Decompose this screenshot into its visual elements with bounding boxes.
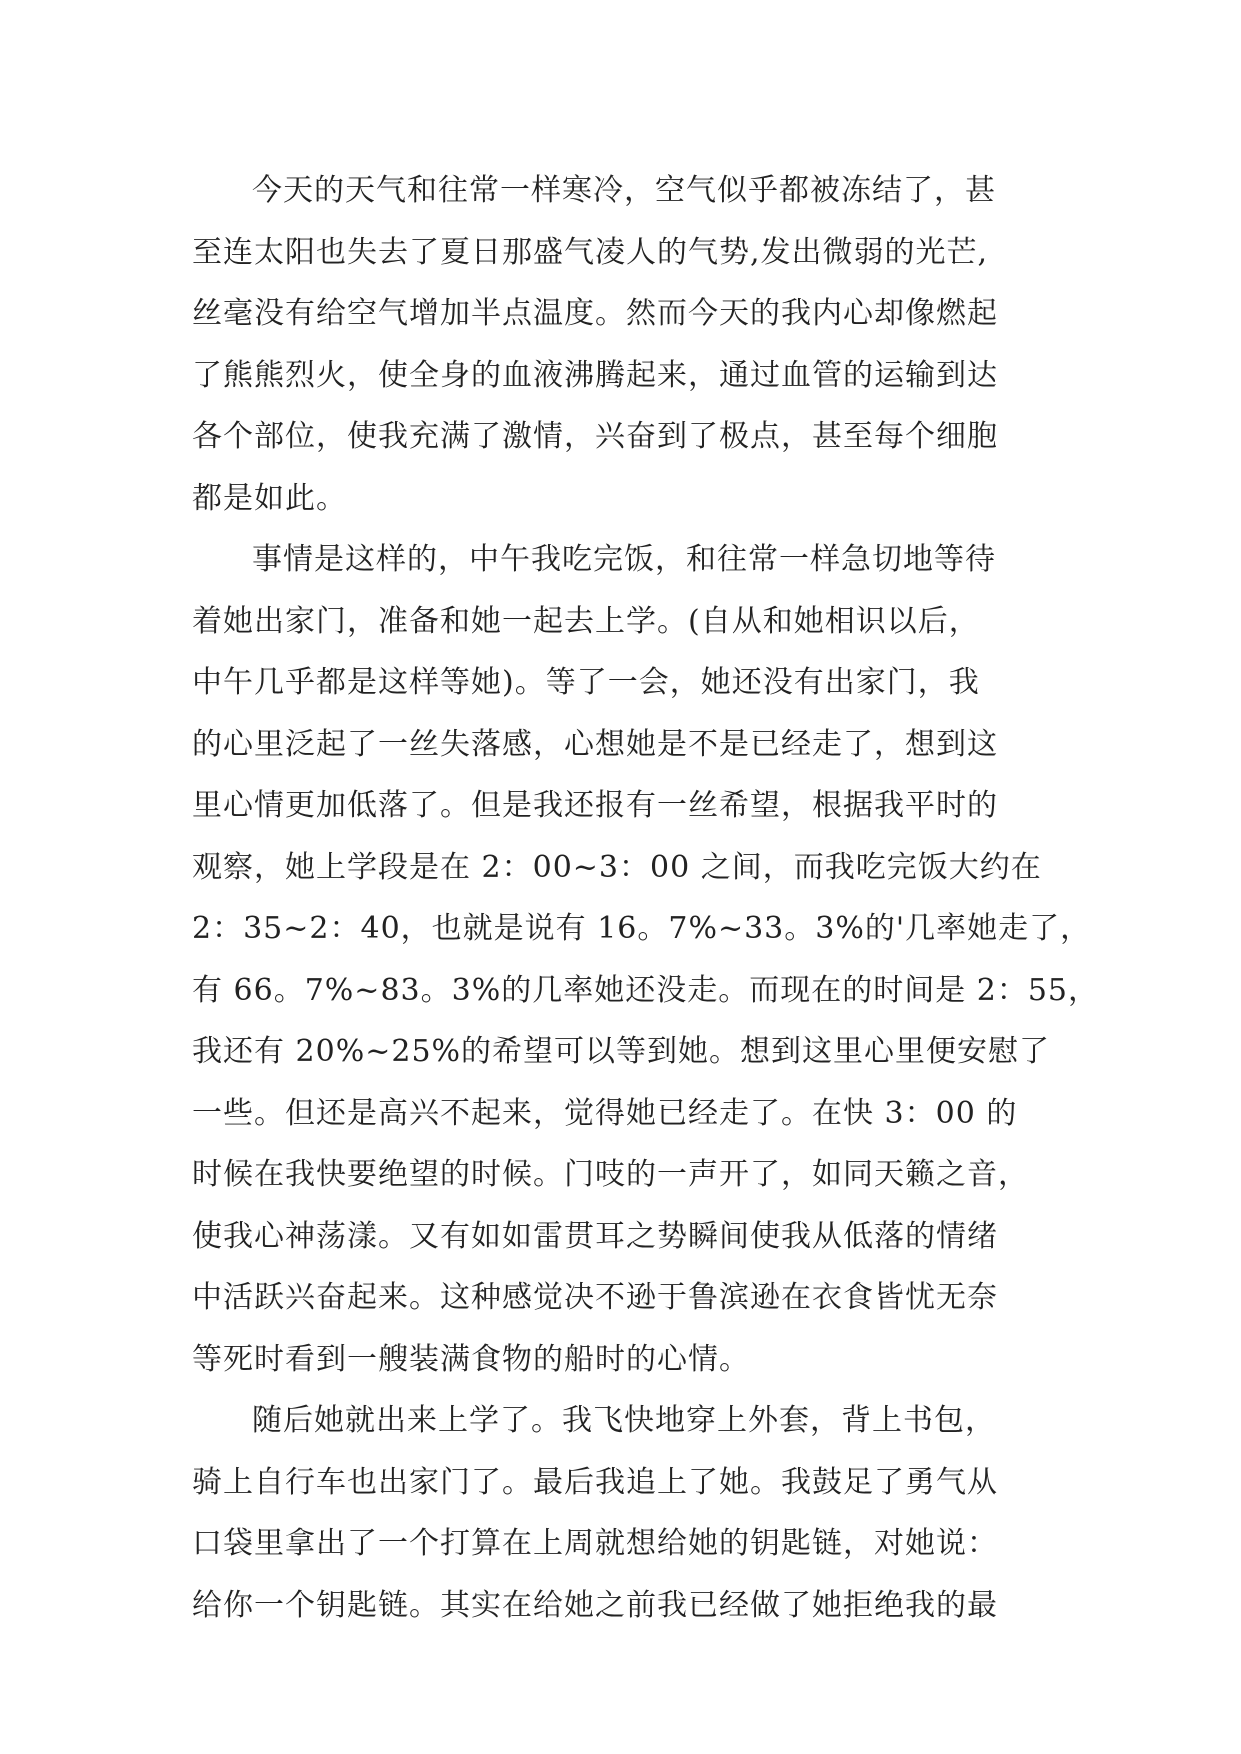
paragraph-line: 中活跃兴奋起来。这种感觉决不逊于鲁滨逊在衣食皆忧无奈 [192, 1280, 998, 1315]
paragraph-line: 有 66。7%~83。3%的几率她还没走。而现在的时间是 2：55， [192, 972, 1100, 1008]
paragraph-3 [192, 1390, 1092, 1636]
paragraph-line: 2：35~2：40，也就是说有 16。7%~33。3%的'几率她走了， [192, 911, 1092, 946]
paragraph-line: 一些。但还是高兴不起来，觉得她已经走了。在快 3：00 的 [192, 1095, 1018, 1131]
paragraph-2 [192, 529, 1100, 1390]
paragraph-line: 的心里泛起了一丝失落感，心想她是不是已经走了，想到这 [192, 726, 998, 762]
paragraph-line: 里心情更加低落了。但是我还报有一丝希望，根据我平时的 [192, 788, 998, 823]
paragraph-line: 各个部位，使我充满了激情，兴奋到了极点，甚至每个细胞 [192, 419, 998, 454]
paragraph-line: 随后她就出来上学了。我飞快地穿上外套，背上书包， [252, 1403, 996, 1438]
paragraph-line: 了熊熊烈火，使全身的血液沸腾起来，通过血管的运输到达 [192, 357, 998, 393]
paragraph-line: 中午几乎都是这样等她)。等了一会，她还没有出家门，我 [192, 665, 980, 700]
paragraph-line: 丝毫没有给空气增加半点温度。然而今天的我内心却像燃起 [192, 296, 998, 331]
paragraph-line: 都是如此。 [192, 480, 347, 516]
paragraph-1 [192, 160, 1092, 529]
paragraph-line: 使我心神荡漾。又有如如雷贯耳之势瞬间使我从低落的情绪 [192, 1218, 998, 1254]
paragraph-line: 着她出家门，准备和她一起去上学。(自从和她相识以后， [192, 603, 980, 639]
paragraph-line: 口袋里拿出了一个打算在上周就想给她的钥匙链，对她说： [192, 1526, 998, 1561]
paragraph-line: 骑上自行车也出家门了。最后我追上了她。我鼓足了勇气从 [192, 1464, 998, 1500]
paragraph-line: 我还有 20%~25%的希望可以等到她。想到这里心里便安慰了 [192, 1034, 1051, 1069]
paragraph-line: 观察，她上学段是在 2：00~3：00 之间，而我吃完饭大约在 [192, 849, 1042, 885]
paragraph-line: 给你一个钥匙链。其实在给她之前我已经做了她拒绝我的最 [192, 1587, 998, 1623]
document-body [192, 160, 1100, 1636]
paragraph-line: 等死时看到一艘装满食物的船时的心情。 [192, 1341, 750, 1377]
paragraph-line: 至连太阳也失去了夏日那盛气凌人的气势,发出微弱的光芒, [192, 234, 989, 270]
paragraph-line: 今天的天气和往常一样寒冷，空气似乎都被冻结了，甚 [252, 173, 996, 208]
paragraph-line: 事情是这样的，中午我吃完饭，和往常一样急切地等待 [252, 542, 996, 577]
paragraph-line: 时候在我快要绝望的时候。门吱的一声开了，如同天籁之音， [192, 1157, 1029, 1192]
